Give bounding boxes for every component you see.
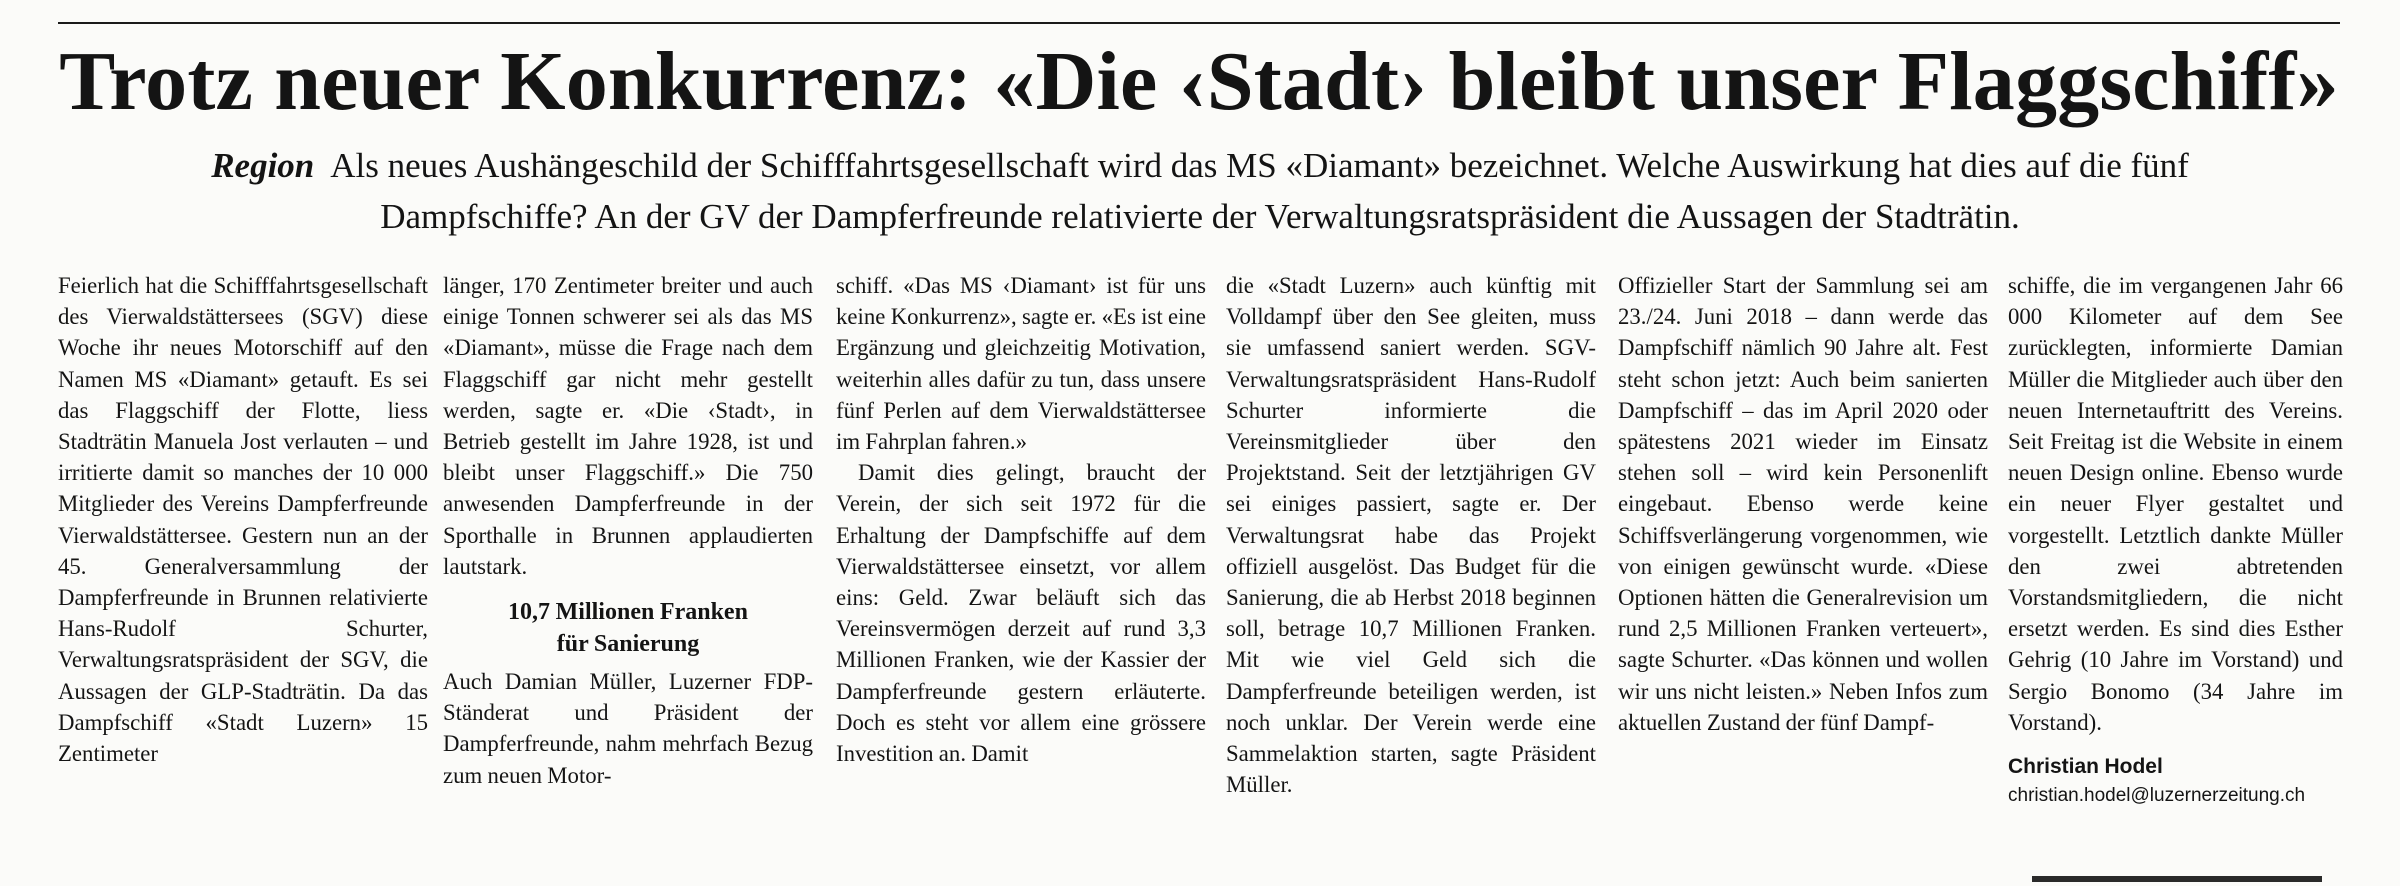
column-5 [1618,270,1988,738]
kicker-region: Region [211,146,315,185]
body-text: länger, 170 Zentimeter breiter und auch einige Tonnen schwerer sei als das MS «Diamant», müsse die Frage nach dem Flaggschiff gar nicht mehr gestellt werden, sagte er. «Die ‹Stadt›, in Betrieb gestellt im Jahre 1928, ist und bleibt unser Flaggschiff.» Die 750 anwesenden Dampferfreunde in der Sporthalle in Brunnen applaudierten lautstark. [443,273,813,579]
body-text: die «Stadt Luzern» auch künftig mit Volldampf über den See gleiten, muss sie umfassend saniert werden. SGV-Verwaltungsratspräsident Hans-Rudolf Schurter informierte die Vereinsmitglieder über den Projektstand. Seit der letztjährigen GV sei einiges passiert, sagte er. Der Verwaltungsrat habe das Projekt offiziell ausgelöst. Das Budget für die Sanierung, die ab Herbst 2018 beginnen soll, betrage 10,7 Millionen Franken. Mit wie viel Geld sich die Dampferfreunde beteiligen werden, ist noch unklar. Der Verein werde eine Sammelaktion starten, sagte Präsident Müller. [1226,273,1596,798]
body-text: Auch Damian Müller, Luzerner FDP-Ständerat und Präsident der Dampferfreunde, nahm mehrfach Bezug zum neuen Motor- [443,669,813,788]
column-6 [2008,270,2343,810]
author-email-link[interactable]: christian.hodel@luzernerzeitung.ch [2008,785,2306,807]
byline [2008,752,2343,810]
body-text: Offizieller Start der Sammlung sei am 23./24. Juni 2018 – dann werde das Dampfschiff nämlich 90 Jahre alt. Fest steht schon jetzt: Auch beim sanierten Dampfschiff – das im April 2020 oder spätestens 2021 wieder im Einsatz stehen soll – wird kein Personenlift eingebaut. Ebenso werde keine Schiffsverlängerung vorgenommen, wie von einigen gewünscht wurde. «Diese Optionen hätten die Generalrevision um rund 2,5 Millionen Franken verteuert», sagte Schurter. «Das können und wollen wir uns nicht leisten.» Neben Infos zum aktuellen Zustand der fünf Dampf- [1618,273,1988,735]
column-2 [443,270,813,791]
bottom-rule [2032,876,2322,882]
column-1 [58,270,428,769]
lead-text: Als neues Aushängeschild der Schifffahrtsgesellschaft wird das MS «Diamant» bezeichnet. Welche Auswirkung hat dies auf die fünf Dampfschiffe? An der GV der Dampferfreunde relativierte der Verwaltungsratspräsident die Aussagen der Stadträtin. [330,146,2189,236]
author-name: Christian Hodel [2008,755,2163,779]
body-text: schiffe, die im vergangenen Jahr 66 000 Kilometer auf dem See zurücklegten, informierte Damian Müller die Mitglieder auch über den neuen Internetauftritt des Vereins. Seit Freitag ist die Website in einem neuen Design online. Ebenso wurde ein neuer Flyer gestaltet und vorgestellt. Letztlich dankte Müller den zwei abtretenden Vorstandsmitgliedern, die nicht ersetzt werden. Es sind dies Esther Gehrig (10 Jahre im Vorstand) und Sergio Bonomo (34 Jahre im Vorstand). [2008,273,2343,735]
body-text: schiff. «Das MS ‹Diamant› ist für uns keine Konkurrenz», sagte er. «Es ist eine Ergänzung und gleichzeitig Motivation, weiterhin alles dafür zu tun, dass unsere fünf Perlen auf dem Vierwaldstättersee im Fahrplan fahren.» [836,273,1206,455]
lead-paragraph [120,140,2280,242]
subheading [443,596,813,660]
column-3 [836,270,1206,769]
subheading-line-2: für Sanierung [556,631,700,658]
body-text: Feierlich hat die Schifffahrtsgesellschaft des Vierwaldstättersees (SGV) diese Woche ihr neues Motorschiff auf den Namen MS «Diamant» getauft. Es sei das Flaggschiff der Flotte, liess Stadträtin Manuela Jost verlauten – und irritierte damit so manches der 10 000 Mitglieder des Vereins Dampferfreunde Vierwaldstättersee. Gestern nun an der 45. Generalversammlung der Dampferfreunde in Brunnen relativierte Hans-Rudolf Schurter, Verwaltungsratspräsident der SGV, die Aussagen der GLP-Stadträtin. Da das Dampfschiff «Stadt Luzern» 15 Zentimeter [58,273,428,767]
column-4 [1226,270,1596,800]
headline: Trotz neuer Konkurrenz: «Die ‹Stadt› bleibt unser Flaggschiff» [59,35,2339,128]
subheading-line-1: 10,7 Millionen Franken [508,599,748,626]
top-rule [58,22,2340,24]
body-text: Damit dies gelingt, braucht der Verein, der sich seit 1972 für die Erhaltung der Dampfschiffe auf dem Vierwaldstättersee einsetzt, vor allem eins: Geld. Zwar beläuft sich das Vereinsvermögen derzeit auf rund 3,3 Millionen Franken, wie der Kassier der Dampferfreunde gestern erläuterte. Doch es steht vor allem eine grössere Investition an. Damit [836,460,1206,767]
